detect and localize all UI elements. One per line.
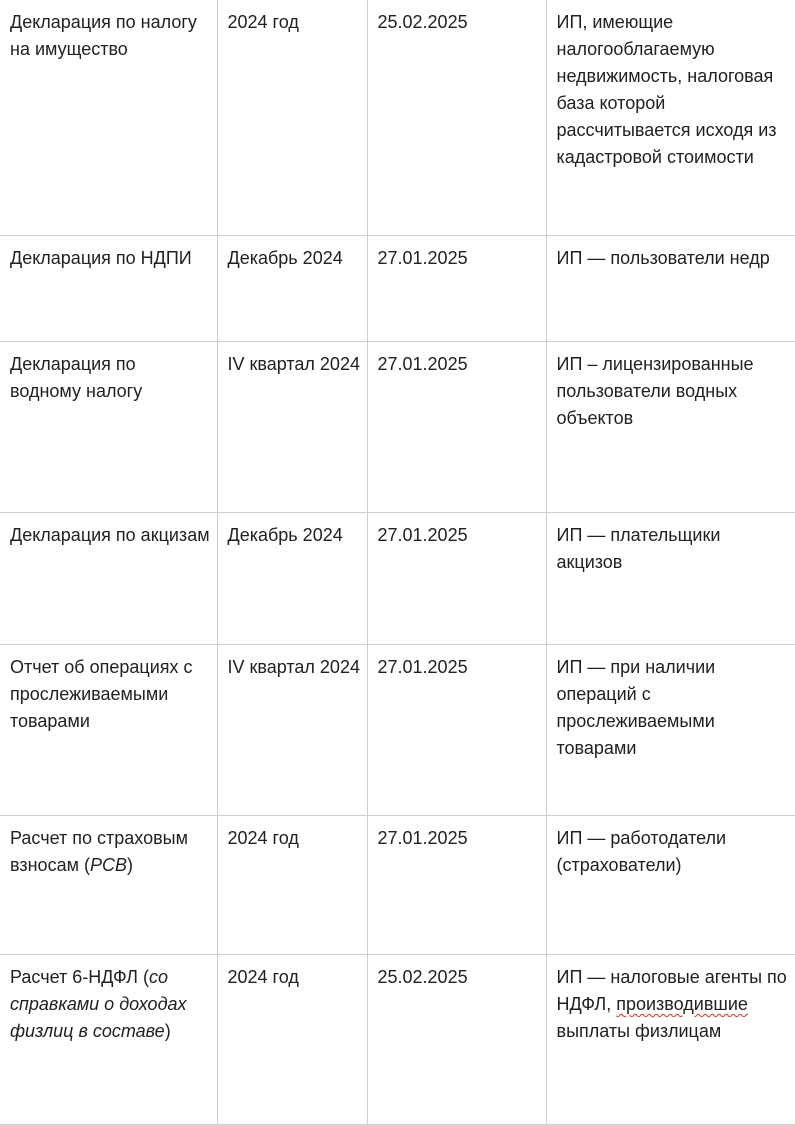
period-cell: Декабрь 2024 bbox=[217, 236, 367, 342]
who-submits-cell: ИП — пользователи недр bbox=[546, 236, 795, 342]
table-row bbox=[0, 236, 795, 342]
who-submits-text: выплаты физлицам bbox=[556, 1021, 722, 1041]
who-submits-cell bbox=[546, 955, 795, 1125]
spellcheck-flagged-word[interactable]: производившие bbox=[616, 994, 748, 1014]
period-cell: Декабрь 2024 bbox=[217, 513, 367, 645]
period-cell: IV квартал 2024 bbox=[217, 342, 367, 513]
report-name-cell bbox=[0, 816, 217, 955]
report-name-text: ) bbox=[126, 855, 133, 875]
who-submits-cell: ИП — работодатели (страхователи) bbox=[546, 816, 795, 955]
table-row bbox=[0, 816, 795, 955]
deadline-cell: 25.02.2025 bbox=[367, 955, 546, 1125]
report-name-cell: Декларация по акцизам bbox=[0, 513, 217, 645]
table-row bbox=[0, 342, 795, 513]
period-cell: IV квартал 2024 bbox=[217, 645, 367, 816]
report-name-text: Расчет по страховым взносам ( bbox=[10, 828, 188, 875]
report-name-cell: Декларация по НДПИ bbox=[0, 236, 217, 342]
report-name-cell: Декларация по налогу на имущество bbox=[0, 0, 217, 236]
table-row bbox=[0, 0, 795, 236]
deadline-cell: 27.01.2025 bbox=[367, 816, 546, 955]
report-name-cell bbox=[0, 955, 217, 1125]
period-cell: 2024 год bbox=[217, 816, 367, 955]
who-submits-text: ИП — налоговые агенты по НДФЛ, bbox=[556, 967, 787, 1014]
who-submits-cell: ИП — при наличии операций с прослеживаемыми товарами bbox=[546, 645, 795, 816]
table-row bbox=[0, 955, 795, 1125]
deadline-cell: 25.02.2025 bbox=[367, 0, 546, 236]
deadline-cell: 27.01.2025 bbox=[367, 645, 546, 816]
who-submits-cell: ИП, имеющие налогооблагаемую недвижимость, налоговая база которой рассчитывается исходя из кадастровой стоимости bbox=[546, 0, 795, 236]
report-name-text: Расчет 6-НДФЛ ( bbox=[10, 967, 149, 987]
deadline-cell: 27.01.2025 bbox=[367, 236, 546, 342]
who-submits-cell: ИП – лицензированные пользователи водных объектов bbox=[546, 342, 795, 513]
report-name-abbr: РСВ bbox=[89, 855, 127, 875]
report-name-cell: Отчет об операциях с прослеживаемыми товарами bbox=[0, 645, 217, 816]
who-submits-cell: ИП — плательщики акцизов bbox=[546, 513, 795, 645]
period-cell: 2024 год bbox=[217, 0, 367, 236]
report-name-cell: Декларация по водному налогу bbox=[0, 342, 217, 513]
period-cell: 2024 год bbox=[217, 955, 367, 1125]
report-name-text: ) bbox=[164, 1021, 171, 1041]
report-name-note: со справками о доходах физлиц в составе bbox=[10, 967, 187, 1041]
table-row bbox=[0, 645, 795, 816]
table-row bbox=[0, 513, 795, 645]
deadline-cell: 27.01.2025 bbox=[367, 342, 546, 513]
deadline-cell: 27.01.2025 bbox=[367, 513, 546, 645]
